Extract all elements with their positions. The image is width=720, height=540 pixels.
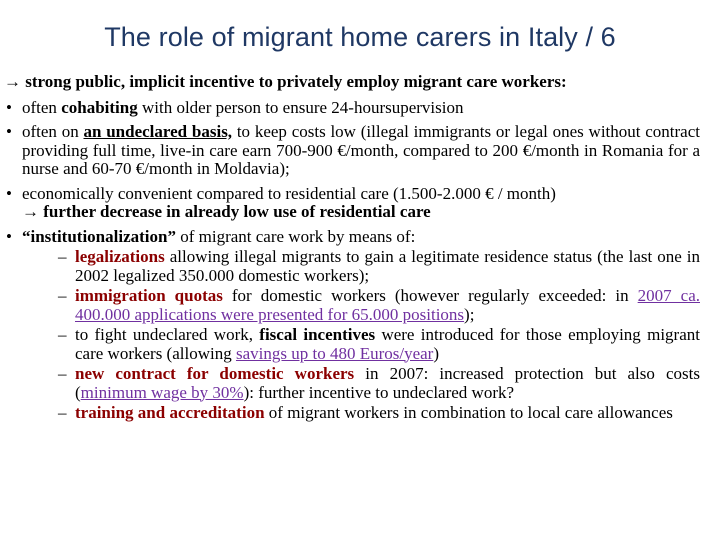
sub-list bbox=[22, 248, 700, 423]
highlight-legalizations: legalizations bbox=[75, 247, 165, 266]
dash-marker: – bbox=[58, 325, 67, 344]
sub-item-new-contract: – new contract for domestic workers in 2007: increased protection but also costs (minimum wage by 30%): further incentive to undeclared work? bbox=[58, 364, 700, 402]
bold-residential-care: → further decrease in already low use of residential care bbox=[22, 202, 431, 221]
slide-content bbox=[4, 73, 700, 429]
dash-marker: – bbox=[58, 247, 67, 266]
bold-undeclared-basis: an undeclared basis, bbox=[83, 122, 233, 141]
bullet-economically-convenient: • economically convenient compared to residential care (1.500-2.000 € / month) → further decrease in already low use of residential care bbox=[6, 183, 556, 221]
sub-item-fiscal: – to fight undeclared work, fiscal incentives were introduced for those employing migrant care workers (allowing savings up to 480 Euros/year) bbox=[58, 325, 700, 363]
link-applications[interactable]: 2007 ca. 400.000 applications were presented for 65.000 positions bbox=[75, 286, 700, 324]
highlight-new-contract: new contract for domestic workers bbox=[75, 364, 355, 383]
bullet-marker: • bbox=[6, 97, 12, 117]
bullet-marker: • bbox=[6, 183, 12, 203]
bullet-cohabiting: • often cohabiting with older person to ensure 24-hoursupervision bbox=[6, 97, 464, 117]
lead-statement: → strong public, implicit incentive to privately employ migrant care workers: bbox=[4, 72, 567, 91]
bold-institutionalization: “institutionalization” bbox=[22, 226, 176, 246]
bullet-marker: • bbox=[6, 226, 12, 246]
link-savings[interactable]: savings up to 480 Euros/year bbox=[235, 343, 434, 363]
sub-item-training: – training and accreditation of migrant workers in combination to local care allowances bbox=[58, 403, 673, 422]
link-minimum-wage[interactable]: minimum wage by 30% bbox=[80, 382, 244, 402]
slide-title: The role of migrant home carers in Italy / 6 bbox=[104, 22, 616, 52]
bold-fiscal-incentives: fiscal incentives bbox=[259, 325, 376, 344]
highlight-training: training and accreditation bbox=[75, 403, 265, 422]
bullet-marker: • bbox=[6, 122, 12, 141]
bullet-undeclared: • often on an undeclared basis, to keep costs low (illegal immigrants or legal ones without contract providing full time, live-in care earn 700-900 €/month, compared to 200 €/month in Romania for a nurse and 60-70 €/month in Moldavia); bbox=[6, 122, 700, 178]
bold-cohabiting: cohabiting bbox=[61, 97, 138, 117]
highlight-immigration-quotas: immigration quotas bbox=[75, 286, 223, 305]
dash-marker: – bbox=[58, 286, 67, 305]
dash-marker: – bbox=[58, 364, 67, 383]
dash-marker: – bbox=[58, 403, 67, 422]
bullet-institutionalization: • “institutionalization” of migrant care work by means of: – legalizations allowing illegal migrants to gain a legitimate residence status (the last one in 2002 legalized 350.000 domestic workers); – immigration quotas for domestic workers (however regularly exceeded: in 2007 ca. 400.000 applications were presented for 65.000 positions); – to fight undeclared work, fiscal incentives were introduced for those employing migrant care workers (allowing savings up to 480 Euros/year) – new contract for domestic workers in 2007: increased protection but also costs (minimum wage by 30%): further incentive to undeclared work? – training and accreditation of migrant workers in combination to local care allowances bbox=[6, 226, 700, 422]
sub-item-legalizations: – legalizations allowing illegal migrants to gain a legitimate residence status (the last one in 2002 legalized 350.000 domestic workers); bbox=[58, 247, 700, 285]
sub-item-quotas: – immigration quotas for domestic workers (however regularly exceeded: in 2007 ca. 400.000 applications were presented for 65.000 positions); bbox=[58, 286, 700, 324]
